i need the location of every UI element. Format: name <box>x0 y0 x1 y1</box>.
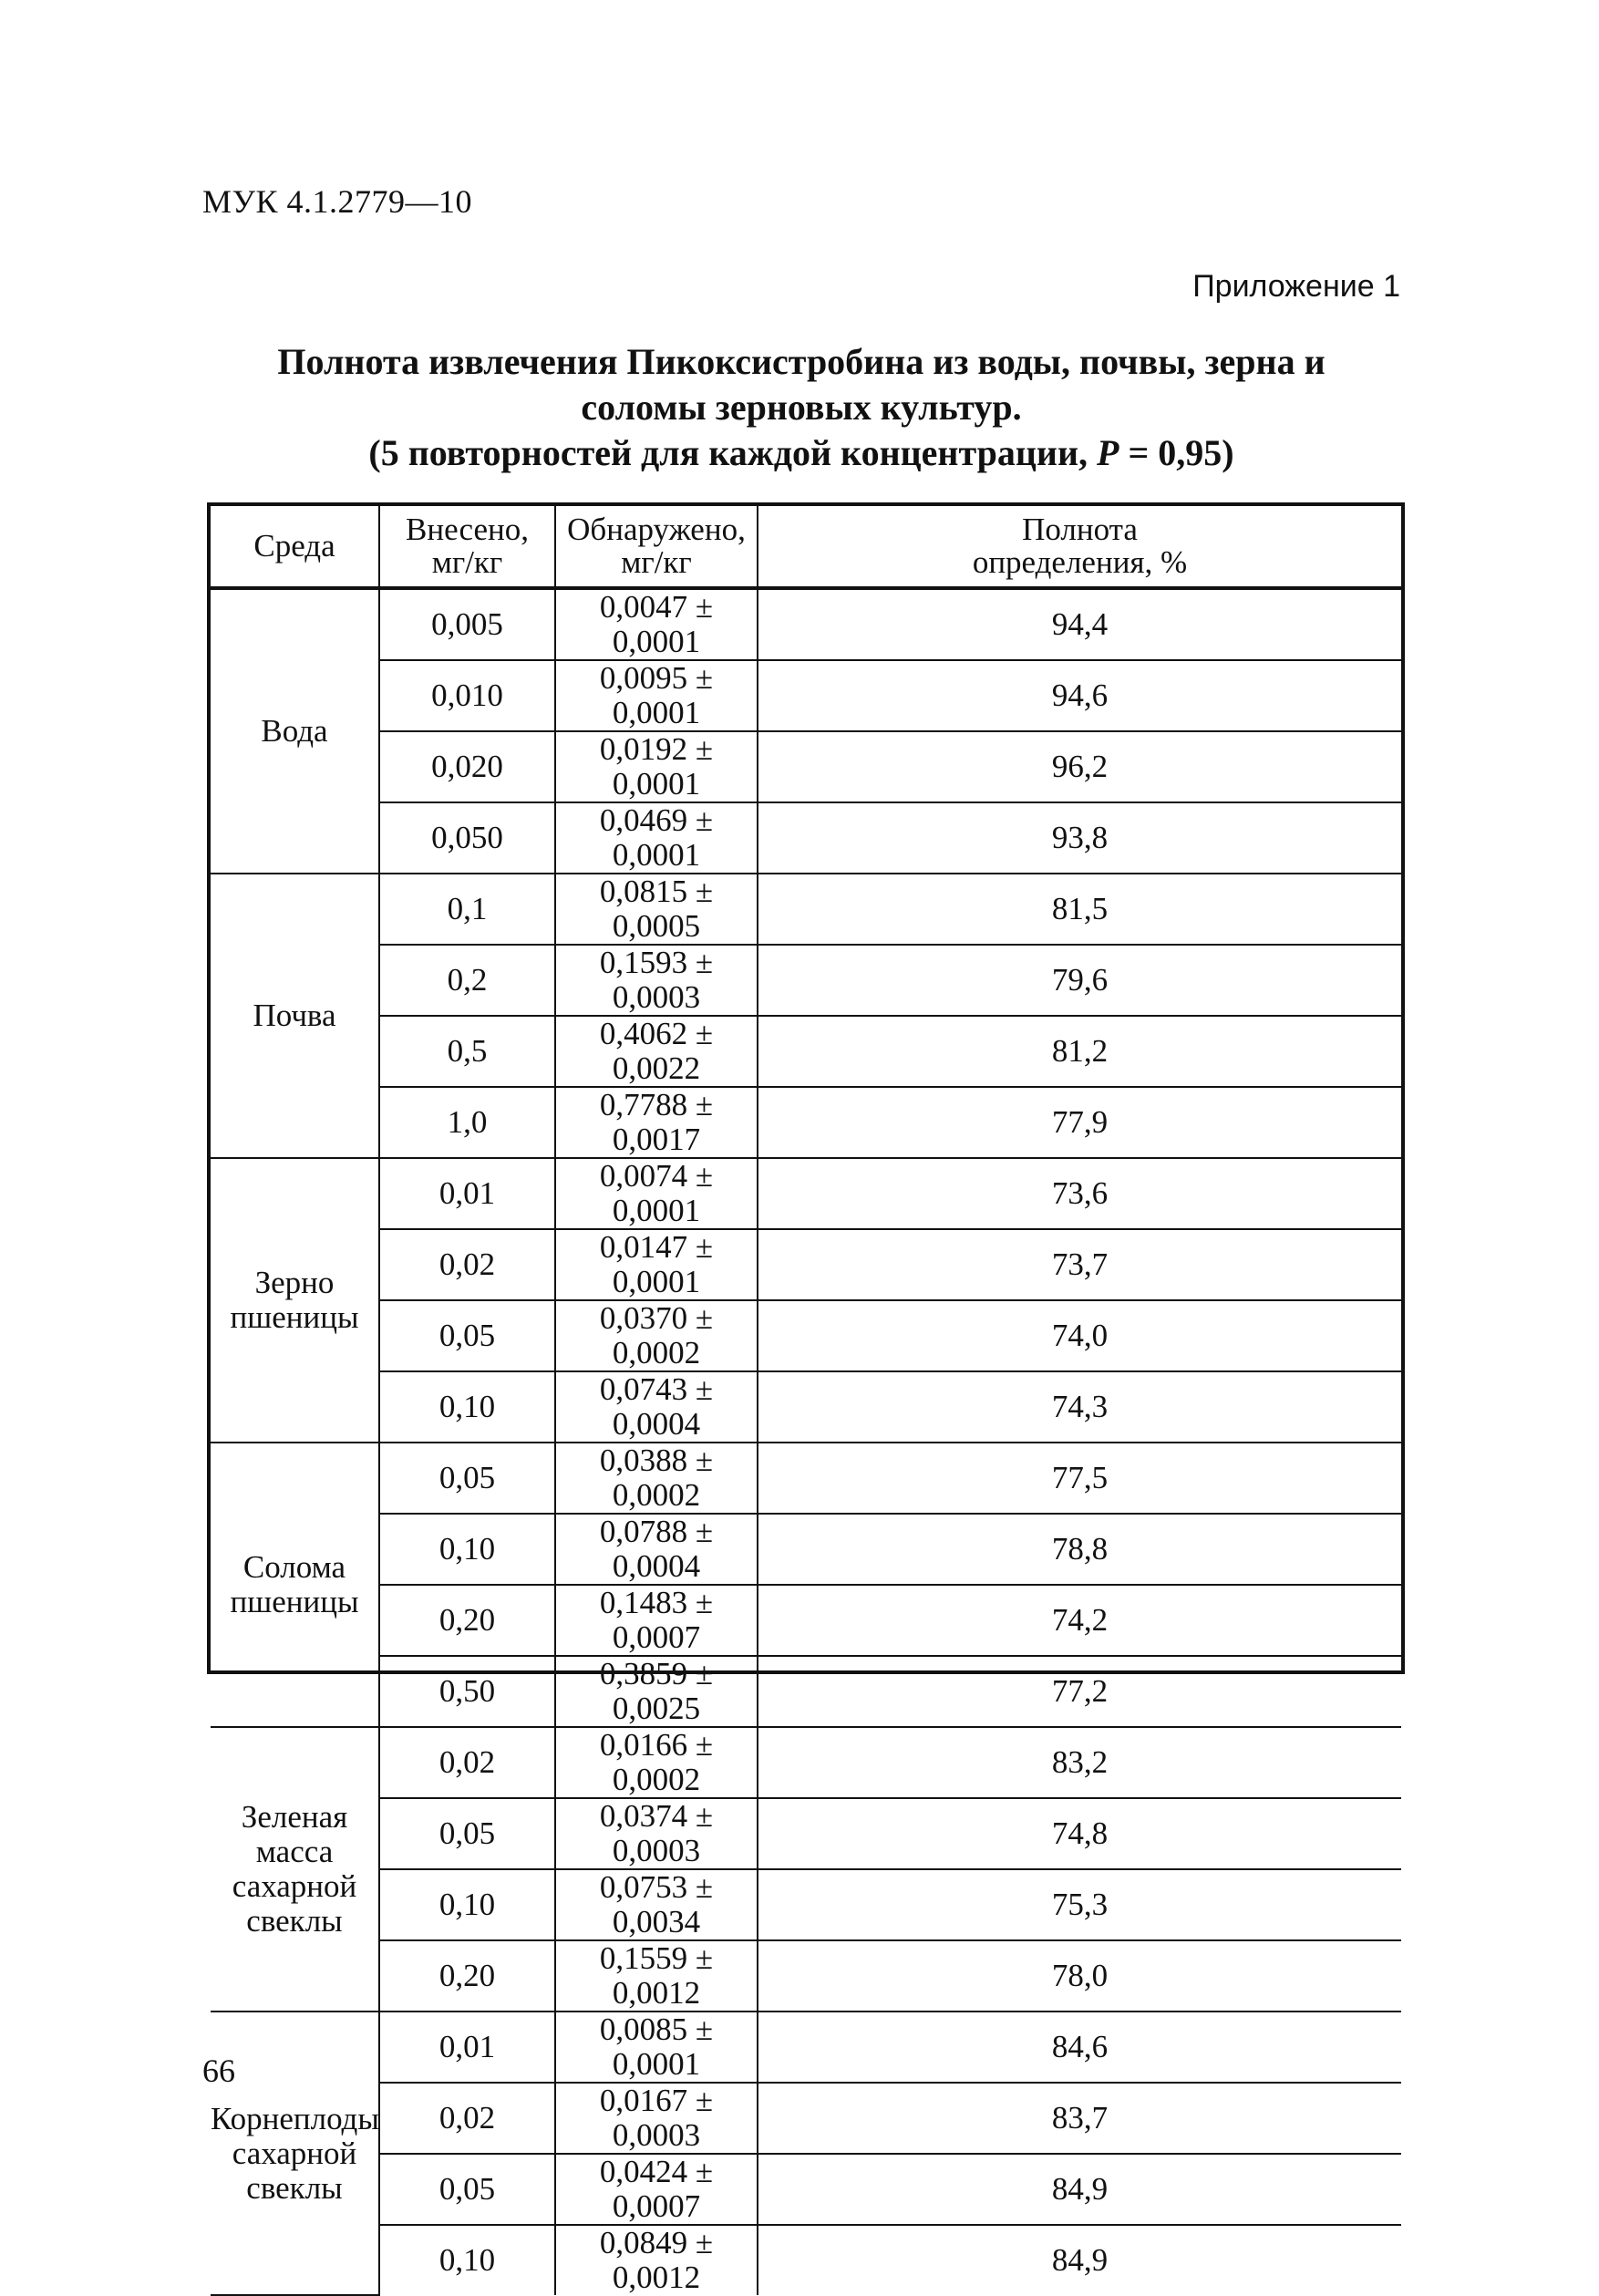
recovery-table <box>211 506 1401 2296</box>
medium-cell <box>211 1443 379 1727</box>
medium-label-line-1: Корнеплоды <box>211 2100 379 2136</box>
recovery-cell: 96,2 <box>758 731 1401 802</box>
recovery-cell: 77,9 <box>758 1087 1401 1158</box>
header-medium: Среда <box>211 506 379 588</box>
added-cell: 0,01 <box>379 1158 555 1229</box>
added-cell: 0,1 <box>379 874 555 945</box>
added-cell: 0,20 <box>379 1940 555 2012</box>
found-cell: 0,0788 ± 0,0004 <box>555 1514 758 1585</box>
found-cell: 0,0849 ± 0,0012 <box>555 2225 758 2295</box>
table-row <box>211 1798 1401 1869</box>
table-body <box>211 588 1401 2295</box>
found-cell: 0,0095 ± 0,0001 <box>555 660 758 731</box>
recovery-table-frame <box>207 502 1405 2295</box>
found-cell: 0,0815 ± 0,0005 <box>555 874 758 945</box>
table-row <box>211 945 1401 1016</box>
medium-label-line-2: пшеницы <box>230 1584 359 1619</box>
table-row <box>211 588 1401 660</box>
added-cell: 0,01 <box>379 2012 555 2083</box>
medium-label-line-2: пшеницы <box>230 1299 359 1335</box>
added-cell: 0,05 <box>379 1300 555 1371</box>
medium-label-line-1: Зерно <box>254 1265 335 1300</box>
medium-label-line-2: сахарной свеклы <box>232 2135 357 2206</box>
table-row <box>211 2012 1401 2083</box>
added-cell: 1,0 <box>379 1087 555 1158</box>
medium-label-line-1: Зеленая масса <box>241 1799 348 1869</box>
probability-variable: P <box>1097 432 1119 473</box>
found-cell: 0,0469 ± 0,0001 <box>555 802 758 874</box>
table-row <box>211 1585 1401 1656</box>
header-added: Внесено, мг/кг <box>379 506 555 588</box>
added-cell: 0,10 <box>379 1371 555 1443</box>
added-cell: 0,05 <box>379 1798 555 1869</box>
table-row <box>211 1229 1401 1300</box>
found-cell: 0,0424 ± 0,0007 <box>555 2154 758 2225</box>
found-cell: 0,0074 ± 0,0001 <box>555 1158 758 1229</box>
added-cell: 0,050 <box>379 802 555 874</box>
recovery-cell: 78,8 <box>758 1514 1401 1585</box>
found-cell: 0,1593 ± 0,0003 <box>555 945 758 1016</box>
title-line-3-suffix: = 0,95) <box>1119 432 1234 473</box>
title-line-2: соломы зерновых культур. <box>581 387 1022 428</box>
table-header-row <box>211 506 1401 588</box>
table-row <box>211 1727 1401 1798</box>
found-cell: 0,4062 ± 0,0022 <box>555 1016 758 1087</box>
recovery-cell: 74,3 <box>758 1371 1401 1443</box>
table-row <box>211 2083 1401 2154</box>
table-row <box>211 1087 1401 1158</box>
page-number: 66 <box>202 2053 235 2089</box>
found-cell: 0,0147 ± 0,0001 <box>555 1229 758 1300</box>
found-cell: 0,1559 ± 0,0012 <box>555 1940 758 2012</box>
recovery-cell: 75,3 <box>758 1869 1401 1940</box>
recovery-cell: 79,6 <box>758 945 1401 1016</box>
recovery-cell: 74,2 <box>758 1585 1401 1656</box>
recovery-cell: 73,7 <box>758 1229 1401 1300</box>
recovery-cell: 84,6 <box>758 2012 1401 2083</box>
table-row <box>211 802 1401 874</box>
recovery-cell: 94,6 <box>758 660 1401 731</box>
added-cell: 0,10 <box>379 2225 555 2295</box>
recovery-cell: 84,9 <box>758 2154 1401 2225</box>
added-cell: 0,5 <box>379 1016 555 1087</box>
medium-label-line-2: сахарной свеклы <box>232 1868 357 1939</box>
added-cell: 0,05 <box>379 2154 555 2225</box>
recovery-cell: 93,8 <box>758 802 1401 874</box>
table-row <box>211 1940 1401 2012</box>
found-cell: 0,0374 ± 0,0003 <box>555 1798 758 1869</box>
added-cell: 0,50 <box>379 1656 555 1727</box>
added-cell: 0,020 <box>379 731 555 802</box>
appendix-label: Приложение 1 <box>1192 269 1400 304</box>
found-cell: 0,0388 ± 0,0002 <box>555 1443 758 1514</box>
recovery-cell: 84,9 <box>758 2225 1401 2295</box>
table-title <box>202 339 1400 476</box>
table-row <box>211 1371 1401 1443</box>
added-cell: 0,2 <box>379 945 555 1016</box>
title-line-3 <box>202 430 1400 476</box>
table-row <box>211 1300 1401 1371</box>
recovery-cell: 83,7 <box>758 2083 1401 2154</box>
added-cell: 0,02 <box>379 1727 555 1798</box>
table-row <box>211 2225 1401 2295</box>
recovery-cell: 94,4 <box>758 588 1401 660</box>
found-cell: 0,0047 ± 0,0001 <box>555 588 758 660</box>
added-cell: 0,10 <box>379 1514 555 1585</box>
table-row <box>211 1443 1401 1514</box>
added-cell: 0,05 <box>379 1443 555 1514</box>
recovery-cell: 81,5 <box>758 874 1401 945</box>
found-cell: 0,0085 ± 0,0001 <box>555 2012 758 2083</box>
found-cell: 0,0166 ± 0,0002 <box>555 1727 758 1798</box>
recovery-cell: 77,5 <box>758 1443 1401 1514</box>
added-cell: 0,10 <box>379 1869 555 1940</box>
added-cell: 0,010 <box>379 660 555 731</box>
recovery-cell: 74,0 <box>758 1300 1401 1371</box>
recovery-cell: 78,0 <box>758 1940 1401 2012</box>
header-recovery: Полнота определения, % <box>758 506 1401 588</box>
found-cell: 0,1483 ± 0,0007 <box>555 1585 758 1656</box>
medium-cell <box>211 874 379 1158</box>
medium-cell <box>211 2012 379 2295</box>
added-cell: 0,02 <box>379 1229 555 1300</box>
medium-cell <box>211 1727 379 2012</box>
medium-label-line-1: Почва <box>253 998 336 1033</box>
header-found: Обнаружено, мг/кг <box>555 506 758 588</box>
table-row <box>211 1016 1401 1087</box>
table-row <box>211 1158 1401 1229</box>
added-cell: 0,02 <box>379 2083 555 2154</box>
table-row <box>211 1869 1401 1940</box>
medium-cell <box>211 1158 379 1443</box>
medium-label-line-1: Солома <box>242 1549 346 1585</box>
found-cell: 0,0743 ± 0,0004 <box>555 1371 758 1443</box>
title-line-1: Полнота извлечения Пикоксистробина из воды, почвы, зерна и <box>277 341 1326 382</box>
added-cell: 0,005 <box>379 588 555 660</box>
document-code: МУК 4.1.2779—10 <box>202 183 473 220</box>
found-cell: 0,0192 ± 0,0001 <box>555 731 758 802</box>
recovery-cell: 74,8 <box>758 1798 1401 1869</box>
found-cell: 0,7788 ± 0,0017 <box>555 1087 758 1158</box>
recovery-cell: 83,2 <box>758 1727 1401 1798</box>
found-cell: 0,0753 ± 0,0034 <box>555 1869 758 1940</box>
recovery-cell: 81,2 <box>758 1016 1401 1087</box>
found-cell: 0,0167 ± 0,0003 <box>555 2083 758 2154</box>
found-cell: 0,0370 ± 0,0002 <box>555 1300 758 1371</box>
table-row <box>211 1514 1401 1585</box>
recovery-cell: 77,2 <box>758 1656 1401 1727</box>
table-row <box>211 874 1401 945</box>
recovery-cell: 73,6 <box>758 1158 1401 1229</box>
found-cell: 0,3859 ± 0,0025 <box>555 1656 758 1727</box>
table-row <box>211 660 1401 731</box>
table-row <box>211 731 1401 802</box>
table-row <box>211 1656 1401 1727</box>
medium-cell <box>211 588 379 874</box>
table-row <box>211 2154 1401 2225</box>
medium-label-line-1: Вода <box>261 713 328 749</box>
added-cell: 0,20 <box>379 1585 555 1656</box>
title-line-3-prefix: (5 повторностей для каждой концентрации, <box>368 432 1097 473</box>
